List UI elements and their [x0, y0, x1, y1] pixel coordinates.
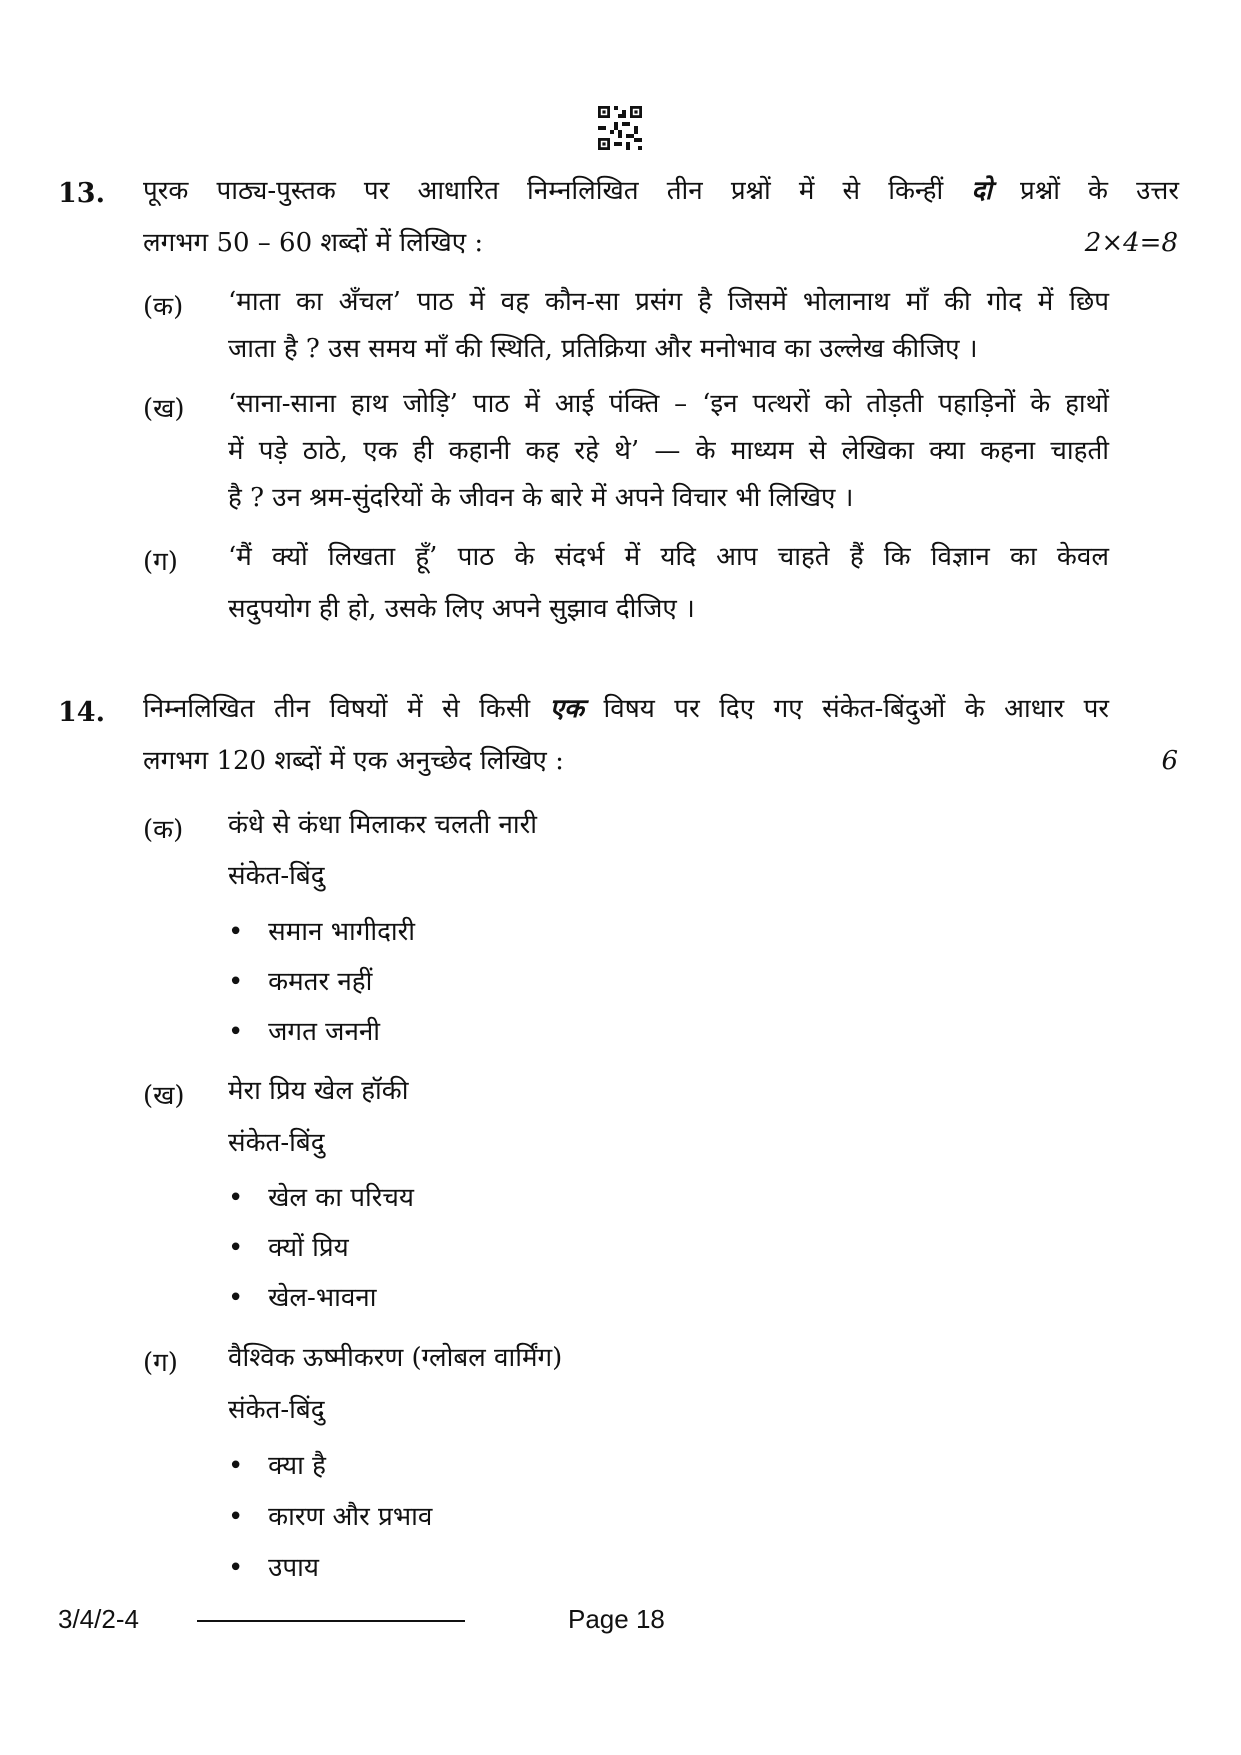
list-item: • कमतर नहीं — [228, 967, 373, 997]
paper-code: 3/4/2-4 — [58, 1604, 139, 1634]
q14-topic-kha-title: मेरा प्रिय खेल हॉकी — [228, 1076, 409, 1106]
list-item: • जगत जननी — [228, 1017, 381, 1047]
q13-part-ka-line1: ‘माता का अँचल’ पाठ में वह कौन-सा प्रसंग है जिसमें भोलानाथ माँ की गोद में छिप — [228, 287, 1109, 317]
q13-part-kha-label: (ख) — [143, 394, 185, 424]
q14-topic-kha-label: (ख) — [143, 1081, 185, 1111]
question-14-marks: 6 — [1161, 746, 1178, 776]
q14-topic-ka-hint-label: संकेत-बिंदु — [228, 861, 325, 891]
q14-topic-kha-hint-label: संकेत-बिंदु — [228, 1128, 325, 1158]
question-14-number: 14. — [58, 697, 105, 728]
list-item: • क्या है — [228, 1451, 326, 1481]
q13-part-ga-label: (ग) — [143, 547, 178, 577]
q14-topic-ga-label: (ग) — [143, 1348, 178, 1378]
q14-topic-ga-hint-label: संकेत-बिंदु — [228, 1395, 325, 1425]
question-13-prompt-line2: लगभग 50 – 60 शब्दों में लिखिए : — [143, 228, 484, 258]
qr-code — [598, 106, 642, 150]
q14-topic-ka-label: (क) — [143, 815, 184, 845]
q13-part-ka-line2: जाता है ? उस समय माँ की स्थिति, प्रतिक्रिया और मनोभाव का उल्लेख कीजिए । — [228, 334, 978, 364]
question-14-prompt-line2: लगभग 120 शब्दों में एक अनुच्छेद लिखिए : — [143, 746, 564, 776]
list-item: • कारण और प्रभाव — [228, 1502, 433, 1532]
q13-part-kha-line2: में पड़े ठाठे, एक ही कहानी कह रहे थे’ — के माध्यम से लेखिका क्या कहना चाहती — [228, 436, 1109, 466]
q13-part-kha-line3: है ? उन श्रम-सुंदरियों के जीवन के बारे में अपने विचार भी लिखिए । — [228, 483, 854, 513]
list-item: • खेल-भावना — [228, 1283, 377, 1313]
question-14-prompt-line1: निम्नलिखित तीन विषयों में से किसी एक विषय पर दिए गए संकेत-बिंदुओं के आधार पर — [143, 694, 1110, 724]
list-item: • समान भागीदारी — [228, 917, 415, 947]
question-13-prompt-line1: पूरक पाठ्य-पुस्तक पर आधारित निम्नलिखित तीन प्रश्नों में से किन्हीं दो प्रश्नों के उत्तर — [143, 176, 1179, 206]
q13-part-ka-label: (क) — [143, 292, 184, 322]
q13-part-ga-line1: ‘मैं क्यों लिखता हूँ’ पाठ के संदर्भ में यदि आप चाहते हैं कि विज्ञान का केवल — [228, 542, 1109, 572]
q13-part-ga-line2: सदुपयोग ही हो, उसके लिए अपने सुझाव दीजिए । — [228, 594, 695, 624]
q14-topic-ka-title: कंधे से कंधा मिलाकर चलती नारी — [228, 810, 538, 840]
list-item: • क्यों प्रिय — [228, 1233, 349, 1263]
question-13-marks: 2×4=8 — [1084, 228, 1178, 258]
list-item: • उपाय — [228, 1553, 319, 1583]
footer-divider — [197, 1620, 465, 1622]
q13-part-kha-line1: ‘साना-साना हाथ जोड़ि’ पाठ में आई पंक्ति – ‘इन पत्थरों को तोड़ती पहाड़िनों के हाथों — [228, 389, 1109, 419]
list-item: • खेल का परिचय — [228, 1183, 414, 1213]
question-13-number: 13. — [58, 178, 105, 209]
page-number: Page 18 — [568, 1604, 665, 1634]
q14-topic-ga-title: वैश्विक ऊष्मीकरण (ग्लोबल वार्मिंग) — [228, 1343, 563, 1373]
